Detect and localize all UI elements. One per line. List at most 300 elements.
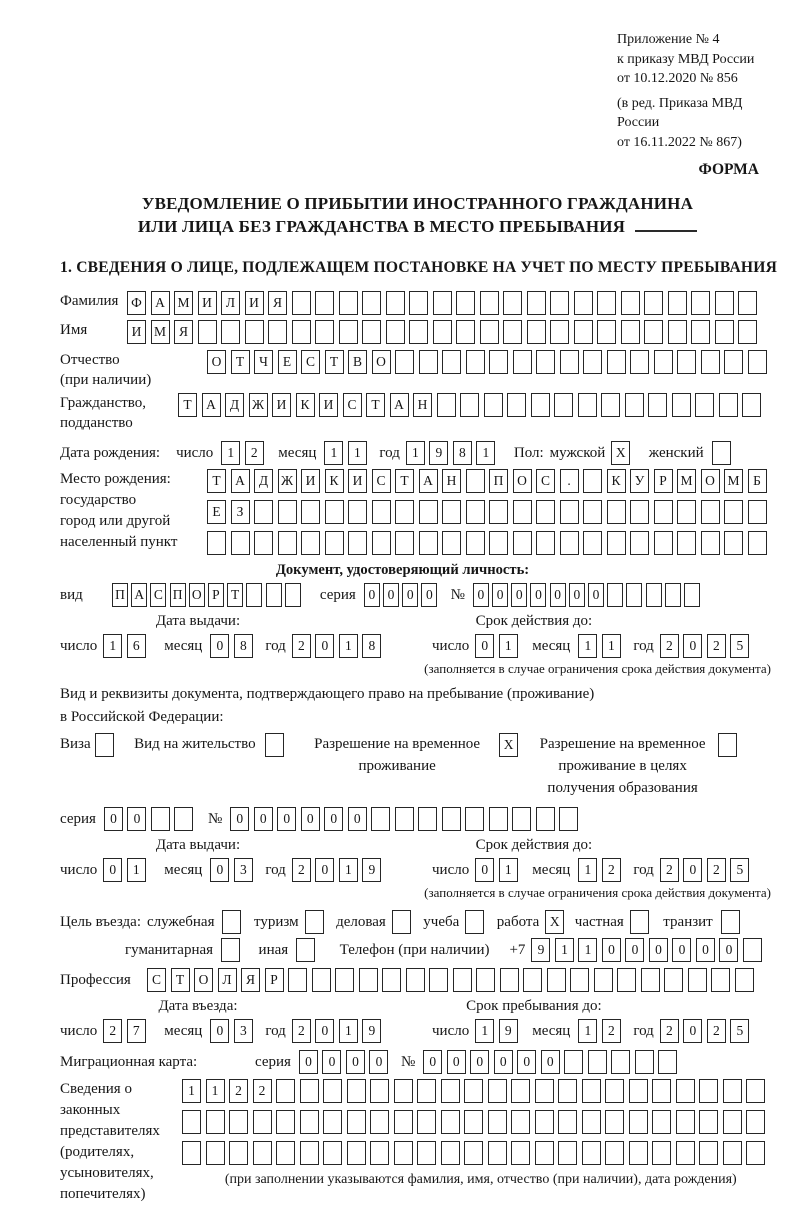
form-cell[interactable]	[621, 291, 640, 315]
form-cell[interactable]	[370, 1141, 389, 1165]
form-cell[interactable]: Р	[208, 583, 224, 607]
form-cell[interactable]	[582, 1141, 601, 1165]
form-cell[interactable]	[712, 441, 731, 465]
form-cell[interactable]	[724, 531, 743, 555]
form-cell[interactable]: Т	[171, 968, 190, 992]
form-cell[interactable]	[296, 938, 315, 962]
form-cell[interactable]	[629, 1079, 648, 1103]
form-cell[interactable]: 1	[578, 858, 597, 882]
form-cell[interactable]: 1	[499, 634, 518, 658]
form-cell[interactable]: 0	[719, 938, 738, 962]
form-cell[interactable]	[582, 1110, 601, 1134]
form-cell[interactable]	[701, 500, 720, 524]
form-cell[interactable]	[676, 1141, 695, 1165]
form-cell[interactable]: Т	[325, 350, 344, 374]
form-cell[interactable]: И	[127, 320, 146, 344]
form-cell[interactable]	[511, 1079, 530, 1103]
form-cell[interactable]	[677, 531, 696, 555]
form-cell[interactable]	[507, 393, 526, 417]
form-cell[interactable]	[480, 320, 499, 344]
form-cell[interactable]	[335, 968, 354, 992]
form-cell[interactable]	[535, 1110, 554, 1134]
form-cell[interactable]: Ж	[278, 469, 297, 493]
form-cell[interactable]	[480, 291, 499, 315]
form-cell[interactable]: А	[390, 393, 409, 417]
form-cell[interactable]: Я	[174, 320, 193, 344]
form-cell[interactable]	[743, 938, 762, 962]
form-cell[interactable]	[372, 531, 391, 555]
form-cell[interactable]	[724, 350, 743, 374]
form-cell[interactable]	[464, 1110, 483, 1134]
form-cell[interactable]	[419, 531, 438, 555]
form-cell[interactable]	[629, 1110, 648, 1134]
form-cell[interactable]	[748, 350, 767, 374]
form-cell[interactable]: 0	[569, 583, 585, 607]
form-cell[interactable]: С	[301, 350, 320, 374]
form-cell[interactable]	[464, 1079, 483, 1103]
form-cell[interactable]: С	[147, 968, 166, 992]
form-cell[interactable]	[658, 1050, 677, 1074]
form-cell[interactable]: 0	[324, 807, 343, 831]
form-cell[interactable]: 0	[421, 583, 437, 607]
form-cell[interactable]	[418, 807, 437, 831]
form-cell[interactable]: 0	[369, 1050, 388, 1074]
form-cell[interactable]: Б	[748, 469, 767, 493]
form-cell[interactable]	[641, 968, 660, 992]
form-cell[interactable]: О	[189, 583, 205, 607]
form-cell[interactable]	[535, 1079, 554, 1103]
form-cell[interactable]	[394, 1110, 413, 1134]
form-cell[interactable]	[254, 531, 273, 555]
form-cell[interactable]	[433, 320, 452, 344]
form-cell[interactable]: 0	[541, 1050, 560, 1074]
form-cell[interactable]	[182, 1110, 201, 1134]
form-cell[interactable]: 8	[234, 634, 253, 658]
form-cell[interactable]	[441, 1141, 460, 1165]
form-cell[interactable]: 1	[555, 938, 574, 962]
form-cell[interactable]	[723, 1141, 742, 1165]
form-cell[interactable]	[429, 968, 448, 992]
form-cell[interactable]: 0	[315, 858, 334, 882]
form-cell[interactable]	[644, 291, 663, 315]
form-cell[interactable]: 5	[730, 634, 749, 658]
form-cell[interactable]	[701, 531, 720, 555]
form-cell[interactable]	[626, 583, 642, 607]
form-cell[interactable]	[560, 531, 579, 555]
form-cell[interactable]	[630, 910, 649, 934]
form-cell[interactable]: 9	[429, 441, 448, 465]
form-cell[interactable]	[433, 291, 452, 315]
form-cell[interactable]: 1	[221, 441, 240, 465]
form-cell[interactable]	[583, 531, 602, 555]
form-cell[interactable]	[278, 500, 297, 524]
form-cell[interactable]	[442, 350, 461, 374]
form-cell[interactable]: Д	[254, 469, 273, 493]
form-cell[interactable]	[607, 531, 626, 555]
form-cell[interactable]	[182, 1141, 201, 1165]
form-cell[interactable]	[605, 1079, 624, 1103]
form-cell[interactable]	[339, 291, 358, 315]
form-cell[interactable]	[221, 320, 240, 344]
form-cell[interactable]: 0	[696, 938, 715, 962]
form-cell[interactable]	[718, 733, 737, 757]
form-cell[interactable]	[668, 291, 687, 315]
form-cell[interactable]	[646, 583, 662, 607]
form-cell[interactable]: Н	[413, 393, 432, 417]
form-cell[interactable]	[723, 1110, 742, 1134]
form-cell[interactable]	[266, 583, 282, 607]
form-cell[interactable]: 0	[492, 583, 508, 607]
form-cell[interactable]	[635, 1050, 654, 1074]
form-cell[interactable]	[536, 807, 555, 831]
form-cell[interactable]	[721, 910, 740, 934]
form-cell[interactable]: 2	[660, 1019, 679, 1043]
form-cell[interactable]	[466, 350, 485, 374]
form-cell[interactable]	[276, 1141, 295, 1165]
form-cell[interactable]	[513, 350, 532, 374]
form-cell[interactable]	[570, 968, 589, 992]
form-cell[interactable]: Ж	[249, 393, 268, 417]
form-cell[interactable]	[460, 393, 479, 417]
form-cell[interactable]: 8	[362, 634, 381, 658]
form-cell[interactable]: 0	[530, 583, 546, 607]
form-cell[interactable]	[554, 393, 573, 417]
form-cell[interactable]: О	[194, 968, 213, 992]
form-cell[interactable]	[738, 320, 757, 344]
form-cell[interactable]	[466, 531, 485, 555]
form-cell[interactable]	[583, 350, 602, 374]
form-cell[interactable]	[347, 1079, 366, 1103]
form-cell[interactable]	[372, 500, 391, 524]
form-cell[interactable]: Р	[654, 469, 673, 493]
form-cell[interactable]	[578, 393, 597, 417]
form-cell[interactable]	[198, 320, 217, 344]
form-cell[interactable]: X	[611, 441, 630, 465]
form-cell[interactable]: 2	[253, 1079, 272, 1103]
form-cell[interactable]	[484, 393, 503, 417]
form-cell[interactable]	[748, 500, 767, 524]
form-cell[interactable]	[536, 531, 555, 555]
form-cell[interactable]: 3	[234, 858, 253, 882]
form-cell[interactable]: 0	[588, 583, 604, 607]
form-cell[interactable]	[466, 500, 485, 524]
form-cell[interactable]	[305, 910, 324, 934]
form-cell[interactable]	[715, 320, 734, 344]
form-cell[interactable]	[278, 531, 297, 555]
form-cell[interactable]: С	[343, 393, 362, 417]
form-cell[interactable]	[582, 1079, 601, 1103]
form-cell[interactable]: 0	[475, 858, 494, 882]
form-cell[interactable]	[409, 291, 428, 315]
form-cell[interactable]: 0	[602, 938, 621, 962]
form-cell[interactable]: 0	[672, 938, 691, 962]
form-cell[interactable]	[695, 393, 714, 417]
form-cell[interactable]: 2	[602, 1019, 621, 1043]
form-cell[interactable]	[735, 968, 754, 992]
form-cell[interactable]: 0	[447, 1050, 466, 1074]
form-cell[interactable]: 0	[104, 807, 123, 831]
form-cell[interactable]: 2	[292, 1019, 311, 1043]
form-cell[interactable]	[648, 393, 667, 417]
form-cell[interactable]: Л	[218, 968, 237, 992]
form-cell[interactable]	[488, 1141, 507, 1165]
form-cell[interactable]: Ч	[254, 350, 273, 374]
form-cell[interactable]	[315, 320, 334, 344]
form-cell[interactable]: 0	[348, 807, 367, 831]
form-cell[interactable]	[664, 968, 683, 992]
form-cell[interactable]: 2	[707, 1019, 726, 1043]
form-cell[interactable]	[206, 1141, 225, 1165]
form-cell[interactable]	[597, 320, 616, 344]
form-cell[interactable]: 9	[499, 1019, 518, 1043]
form-cell[interactable]: М	[151, 320, 170, 344]
form-cell[interactable]	[301, 500, 320, 524]
form-cell[interactable]	[370, 1079, 389, 1103]
form-cell[interactable]: В	[348, 350, 367, 374]
form-cell[interactable]: 1	[602, 634, 621, 658]
form-cell[interactable]	[442, 500, 461, 524]
form-cell[interactable]	[630, 350, 649, 374]
form-cell[interactable]	[605, 1141, 624, 1165]
form-cell[interactable]	[222, 910, 241, 934]
form-cell[interactable]	[386, 291, 405, 315]
form-cell[interactable]	[583, 500, 602, 524]
form-cell[interactable]: Л	[221, 291, 240, 315]
form-cell[interactable]	[362, 291, 381, 315]
form-cell[interactable]: 2	[103, 1019, 122, 1043]
form-cell[interactable]: 0	[473, 583, 489, 607]
form-cell[interactable]	[312, 968, 331, 992]
form-cell[interactable]	[229, 1141, 248, 1165]
form-cell[interactable]	[207, 531, 226, 555]
form-cell[interactable]	[394, 1141, 413, 1165]
form-cell[interactable]	[253, 1110, 272, 1134]
form-cell[interactable]	[292, 320, 311, 344]
form-cell[interactable]	[386, 320, 405, 344]
form-cell[interactable]	[395, 350, 414, 374]
form-cell[interactable]: 0	[494, 1050, 513, 1074]
form-cell[interactable]	[151, 807, 170, 831]
form-cell[interactable]: 1	[339, 858, 358, 882]
form-cell[interactable]	[746, 1110, 765, 1134]
form-cell[interactable]: 0	[210, 634, 229, 658]
form-cell[interactable]: О	[372, 350, 391, 374]
form-cell[interactable]	[323, 1110, 342, 1134]
form-cell[interactable]: 0	[230, 807, 249, 831]
form-cell[interactable]: 5	[730, 858, 749, 882]
form-cell[interactable]	[574, 291, 593, 315]
form-cell[interactable]: X	[499, 733, 518, 757]
form-cell[interactable]	[558, 1110, 577, 1134]
form-cell[interactable]	[348, 500, 367, 524]
form-cell[interactable]	[442, 807, 461, 831]
form-cell[interactable]: К	[325, 469, 344, 493]
form-cell[interactable]: 2	[245, 441, 264, 465]
form-cell[interactable]	[359, 968, 378, 992]
form-cell[interactable]: 0	[383, 583, 399, 607]
form-cell[interactable]: 2	[707, 858, 726, 882]
form-cell[interactable]	[665, 583, 681, 607]
form-cell[interactable]: М	[724, 469, 743, 493]
form-cell[interactable]: 0	[423, 1050, 442, 1074]
form-cell[interactable]	[229, 1110, 248, 1134]
form-cell[interactable]	[466, 469, 485, 493]
form-cell[interactable]	[347, 1141, 366, 1165]
form-cell[interactable]	[601, 393, 620, 417]
form-cell[interactable]: 0	[517, 1050, 536, 1074]
form-cell[interactable]	[253, 1141, 272, 1165]
form-cell[interactable]: 0	[550, 583, 566, 607]
form-cell[interactable]: Я	[268, 291, 287, 315]
form-cell[interactable]: 1	[339, 1019, 358, 1043]
form-cell[interactable]	[382, 968, 401, 992]
form-cell[interactable]	[688, 968, 707, 992]
form-cell[interactable]	[652, 1079, 671, 1103]
form-cell[interactable]: 0	[364, 583, 380, 607]
form-cell[interactable]	[527, 320, 546, 344]
form-cell[interactable]	[325, 531, 344, 555]
form-cell[interactable]: 1	[476, 441, 495, 465]
form-cell[interactable]	[742, 393, 761, 417]
form-cell[interactable]: М	[174, 291, 193, 315]
form-cell[interactable]	[594, 968, 613, 992]
form-cell[interactable]: 2	[660, 858, 679, 882]
form-cell[interactable]	[654, 531, 673, 555]
form-cell[interactable]: С	[150, 583, 166, 607]
form-cell[interactable]	[684, 583, 700, 607]
form-cell[interactable]	[442, 531, 461, 555]
form-cell[interactable]	[174, 807, 193, 831]
form-cell[interactable]	[625, 393, 644, 417]
form-cell[interactable]	[630, 531, 649, 555]
form-cell[interactable]: 0	[301, 807, 320, 831]
form-cell[interactable]	[652, 1141, 671, 1165]
form-cell[interactable]: 0	[210, 1019, 229, 1043]
form-cell[interactable]	[323, 1079, 342, 1103]
form-cell[interactable]	[699, 1079, 718, 1103]
form-cell[interactable]	[206, 1110, 225, 1134]
form-cell[interactable]: 2	[660, 634, 679, 658]
form-cell[interactable]	[676, 1079, 695, 1103]
form-cell[interactable]: 0	[322, 1050, 341, 1074]
form-cell[interactable]: 1	[578, 1019, 597, 1043]
form-cell[interactable]	[558, 1079, 577, 1103]
form-cell[interactable]	[394, 1079, 413, 1103]
form-cell[interactable]	[574, 320, 593, 344]
form-cell[interactable]: 2	[602, 858, 621, 882]
form-cell[interactable]	[724, 500, 743, 524]
form-cell[interactable]: 0	[277, 807, 296, 831]
form-cell[interactable]: П	[489, 469, 508, 493]
form-cell[interactable]	[221, 938, 240, 962]
form-cell[interactable]	[676, 1110, 695, 1134]
form-cell[interactable]	[652, 1110, 671, 1134]
form-cell[interactable]	[419, 500, 438, 524]
form-cell[interactable]	[564, 1050, 583, 1074]
form-cell[interactable]	[488, 1110, 507, 1134]
form-cell[interactable]: Т	[231, 350, 250, 374]
form-cell[interactable]	[550, 320, 569, 344]
form-cell[interactable]	[560, 350, 579, 374]
form-cell[interactable]: С	[372, 469, 391, 493]
form-cell[interactable]: 0	[103, 858, 122, 882]
form-cell[interactable]	[285, 583, 301, 607]
form-cell[interactable]: Ф	[127, 291, 146, 315]
form-cell[interactable]	[417, 1110, 436, 1134]
form-cell[interactable]: О	[207, 350, 226, 374]
form-cell[interactable]: Д	[225, 393, 244, 417]
form-cell[interactable]	[288, 968, 307, 992]
form-cell[interactable]	[654, 350, 673, 374]
form-cell[interactable]	[441, 1110, 460, 1134]
form-cell[interactable]: О	[701, 469, 720, 493]
form-cell[interactable]: Т	[178, 393, 197, 417]
form-cell[interactable]: 9	[531, 938, 550, 962]
form-cell[interactable]	[489, 350, 508, 374]
form-cell[interactable]: З	[231, 500, 250, 524]
form-cell[interactable]	[597, 291, 616, 315]
form-cell[interactable]	[748, 531, 767, 555]
form-cell[interactable]	[362, 320, 381, 344]
form-cell[interactable]	[409, 320, 428, 344]
form-cell[interactable]: А	[419, 469, 438, 493]
form-cell[interactable]: 8	[453, 441, 472, 465]
form-cell[interactable]	[746, 1079, 765, 1103]
form-cell[interactable]: .	[560, 469, 579, 493]
form-cell[interactable]: 2	[292, 634, 311, 658]
form-cell[interactable]: 0	[683, 858, 702, 882]
form-cell[interactable]: 9	[362, 1019, 381, 1043]
form-cell[interactable]	[644, 320, 663, 344]
form-cell[interactable]: 0	[649, 938, 668, 962]
form-cell[interactable]	[711, 968, 730, 992]
form-cell[interactable]	[559, 807, 578, 831]
form-cell[interactable]	[254, 500, 273, 524]
form-cell[interactable]: И	[245, 291, 264, 315]
form-cell[interactable]	[348, 531, 367, 555]
form-cell[interactable]: 1	[348, 441, 367, 465]
form-cell[interactable]	[629, 1141, 648, 1165]
form-cell[interactable]: 0	[475, 634, 494, 658]
form-cell[interactable]: 1	[499, 858, 518, 882]
form-cell[interactable]: 0	[210, 858, 229, 882]
form-cell[interactable]: П	[170, 583, 186, 607]
form-cell[interactable]	[456, 320, 475, 344]
form-cell[interactable]	[503, 320, 522, 344]
form-cell[interactable]	[654, 500, 673, 524]
form-cell[interactable]	[489, 500, 508, 524]
form-cell[interactable]	[527, 291, 546, 315]
form-cell[interactable]	[677, 500, 696, 524]
form-cell[interactable]	[300, 1079, 319, 1103]
form-cell[interactable]: А	[131, 583, 147, 607]
form-cell[interactable]: У	[630, 469, 649, 493]
form-cell[interactable]: 0	[315, 634, 334, 658]
form-cell[interactable]: И	[348, 469, 367, 493]
form-cell[interactable]: 1	[475, 1019, 494, 1043]
form-cell[interactable]	[395, 531, 414, 555]
form-cell[interactable]	[245, 320, 264, 344]
form-cell[interactable]: 1	[182, 1079, 201, 1103]
form-cell[interactable]	[691, 320, 710, 344]
form-cell[interactable]: 6	[127, 634, 146, 658]
form-cell[interactable]	[419, 350, 438, 374]
form-cell[interactable]	[315, 291, 334, 315]
form-cell[interactable]: 0	[127, 807, 146, 831]
form-cell[interactable]: 2	[229, 1079, 248, 1103]
form-cell[interactable]	[395, 807, 414, 831]
form-cell[interactable]: 0	[402, 583, 418, 607]
